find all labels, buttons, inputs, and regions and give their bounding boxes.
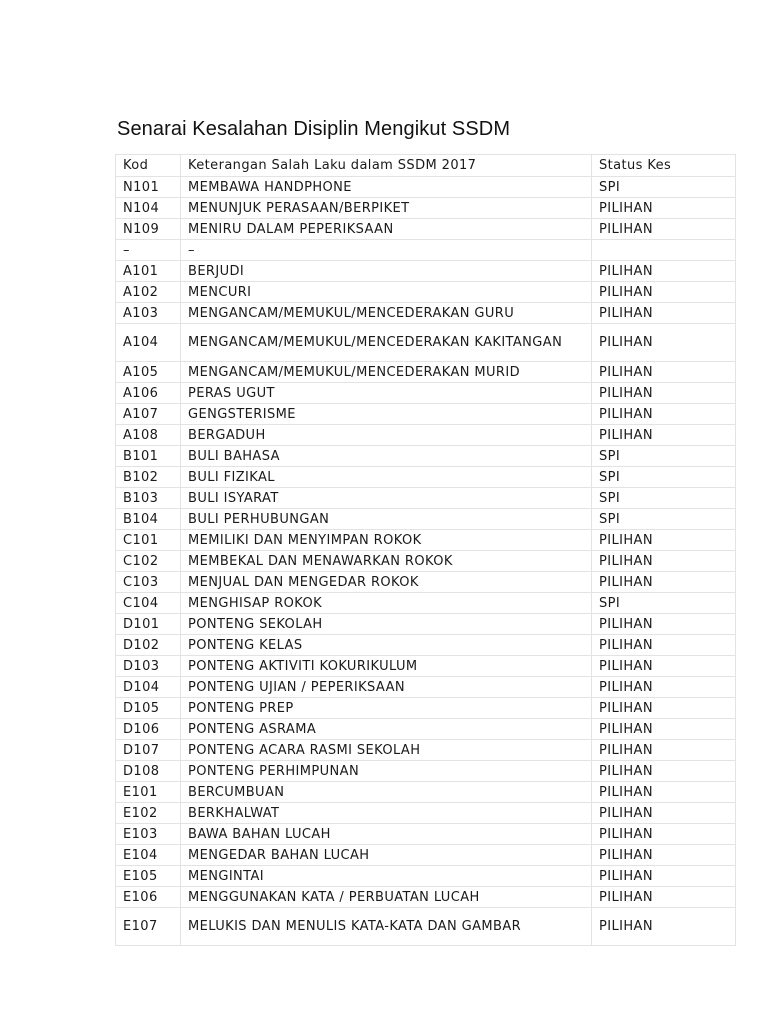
cell-status: PILIHAN (592, 908, 736, 946)
cell-kod: A102 (116, 282, 181, 303)
table-body (116, 177, 736, 946)
table-row (116, 614, 736, 635)
cell-keterangan: BAWA BAHAN LUCAH (181, 824, 592, 845)
table-row (116, 887, 736, 908)
cell-kod: D101 (116, 614, 181, 635)
cell-status: PILIHAN (592, 761, 736, 782)
cell-kod: A106 (116, 383, 181, 404)
column-header-kod: Kod (116, 155, 181, 177)
cell-status: SPI (592, 446, 736, 467)
cell-kod: E106 (116, 887, 181, 908)
cell-status: PILIHAN (592, 324, 736, 362)
cell-status: SPI (592, 467, 736, 488)
cell-status: PILIHAN (592, 824, 736, 845)
cell-kod: A105 (116, 362, 181, 383)
table-row (116, 530, 736, 551)
cell-keterangan: MELUKIS DAN MENULIS KATA-KATA DAN GAMBAR (181, 908, 592, 946)
cell-status: PILIHAN (592, 614, 736, 635)
cell-status: SPI (592, 177, 736, 198)
cell-kod: A107 (116, 404, 181, 425)
cell-keterangan: MENCURI (181, 282, 592, 303)
cell-keterangan: MENGINTAI (181, 866, 592, 887)
table-row (116, 740, 736, 761)
table-row (116, 383, 736, 404)
cell-status: PILIHAN (592, 551, 736, 572)
cell-status: SPI (592, 593, 736, 614)
table-row (116, 404, 736, 425)
cell-keterangan: MENGANCAM/MEMUKUL/MENCEDERAKAN KAKITANGAN (181, 324, 592, 362)
cell-keterangan: MENGANCAM/MEMUKUL/MENCEDERAKAN GURU (181, 303, 592, 324)
cell-keterangan: BERGADUH (181, 425, 592, 446)
table-row (116, 845, 736, 866)
cell-status: PILIHAN (592, 261, 736, 282)
cell-keterangan: MENJUAL DAN MENGEDAR ROKOK (181, 572, 592, 593)
cell-kod: N101 (116, 177, 181, 198)
cell-status: PILIHAN (592, 677, 736, 698)
table-row (116, 261, 736, 282)
table-row (116, 303, 736, 324)
table-row (116, 698, 736, 719)
cell-kod: N104 (116, 198, 181, 219)
cell-keterangan: GENGSTERISME (181, 404, 592, 425)
cell-status: PILIHAN (592, 698, 736, 719)
cell-kod: N109 (116, 219, 181, 240)
cell-kod: B102 (116, 467, 181, 488)
table-row (116, 656, 736, 677)
table-row (116, 908, 736, 946)
table-row (116, 866, 736, 887)
cell-status: PILIHAN (592, 404, 736, 425)
cell-kod: A101 (116, 261, 181, 282)
table-row (116, 362, 736, 383)
cell-status: PILIHAN (592, 572, 736, 593)
cell-kod: B103 (116, 488, 181, 509)
cell-status: PILIHAN (592, 530, 736, 551)
cell-keterangan: PONTENG SEKOLAH (181, 614, 592, 635)
table-row (116, 635, 736, 656)
cell-status: PILIHAN (592, 866, 736, 887)
cell-status: PILIHAN (592, 656, 736, 677)
cell-keterangan: PONTENG KELAS (181, 635, 592, 656)
cell-kod: D103 (116, 656, 181, 677)
table-row (116, 782, 736, 803)
cell-keterangan: PONTENG ACARA RASMI SEKOLAH (181, 740, 592, 761)
table-row (116, 551, 736, 572)
cell-kod: D106 (116, 719, 181, 740)
cell-keterangan: MENGEDAR BAHAN LUCAH (181, 845, 592, 866)
table-row (116, 324, 736, 362)
cell-status: PILIHAN (592, 887, 736, 908)
cell-status: PILIHAN (592, 362, 736, 383)
table-row (116, 198, 736, 219)
cell-keterangan: BULI BAHASA (181, 446, 592, 467)
cell-status: SPI (592, 509, 736, 530)
cell-keterangan: – (181, 240, 592, 261)
table-row (116, 803, 736, 824)
cell-keterangan: BERJUDI (181, 261, 592, 282)
cell-kod: D102 (116, 635, 181, 656)
cell-status: PILIHAN (592, 303, 736, 324)
table-row (116, 677, 736, 698)
page-title: Senarai Kesalahan Disiplin Mengikut SSDM (117, 118, 511, 140)
cell-status: PILIHAN (592, 719, 736, 740)
cell-keterangan: MENGGUNAKAN KATA / PERBUATAN LUCAH (181, 887, 592, 908)
table-row (116, 593, 736, 614)
cell-keterangan: PERAS UGUT (181, 383, 592, 404)
cell-keterangan: MENUNJUK PERASAAN/BERPIKET (181, 198, 592, 219)
cell-kod: E105 (116, 866, 181, 887)
cell-status: PILIHAN (592, 635, 736, 656)
cell-kod: A104 (116, 324, 181, 362)
table-row (116, 425, 736, 446)
cell-kod: D104 (116, 677, 181, 698)
table-row (116, 177, 736, 198)
cell-keterangan: BERCUMBUAN (181, 782, 592, 803)
cell-status: PILIHAN (592, 282, 736, 303)
cell-kod: A103 (116, 303, 181, 324)
table-row (116, 219, 736, 240)
cell-keterangan: BULI ISYARAT (181, 488, 592, 509)
cell-kod: D108 (116, 761, 181, 782)
cell-status: PILIHAN (592, 803, 736, 824)
cell-keterangan: PONTENG AKTIVITI KOKURIKULUM (181, 656, 592, 677)
cell-keterangan: BULI FIZIKAL (181, 467, 592, 488)
cell-keterangan: PONTENG UJIAN / PEPERIKSAAN (181, 677, 592, 698)
cell-keterangan: MENGANCAM/MEMUKUL/MENCEDERAKAN MURID (181, 362, 592, 383)
cell-status (592, 240, 736, 261)
cell-kod: C103 (116, 572, 181, 593)
cell-keterangan: PONTENG PREP (181, 698, 592, 719)
disciplinary-offences-table (115, 154, 736, 946)
cell-kod: C104 (116, 593, 181, 614)
table-row (116, 509, 736, 530)
cell-kod: B101 (116, 446, 181, 467)
cell-status: PILIHAN (592, 740, 736, 761)
cell-kod: D107 (116, 740, 181, 761)
cell-kod: E101 (116, 782, 181, 803)
table-row (116, 719, 736, 740)
cell-kod: B104 (116, 509, 181, 530)
cell-status: SPI (592, 488, 736, 509)
table-row (116, 572, 736, 593)
cell-kod: E104 (116, 845, 181, 866)
cell-keterangan: PONTENG PERHIMPUNAN (181, 761, 592, 782)
table-row (116, 761, 736, 782)
cell-keterangan: PONTENG ASRAMA (181, 719, 592, 740)
cell-keterangan: MENGHISAP ROKOK (181, 593, 592, 614)
cell-kod: C101 (116, 530, 181, 551)
cell-kod: E107 (116, 908, 181, 946)
cell-status: PILIHAN (592, 198, 736, 219)
cell-status: PILIHAN (592, 425, 736, 446)
cell-status: PILIHAN (592, 782, 736, 803)
cell-kod: E103 (116, 824, 181, 845)
table-row (116, 467, 736, 488)
column-header-keterangan: Keterangan Salah Laku dalam SSDM 2017 (181, 155, 592, 177)
cell-keterangan: MEMBAWA HANDPHONE (181, 177, 592, 198)
cell-status: PILIHAN (592, 383, 736, 404)
cell-kod: A108 (116, 425, 181, 446)
cell-keterangan: MEMILIKI DAN MENYIMPAN ROKOK (181, 530, 592, 551)
table-row (116, 240, 736, 261)
cell-keterangan: MEMBEKAL DAN MENAWARKAN ROKOK (181, 551, 592, 572)
cell-kod: – (116, 240, 181, 261)
cell-kod: C102 (116, 551, 181, 572)
table-row (116, 488, 736, 509)
table-row (116, 824, 736, 845)
cell-keterangan: MENIRU DALAM PEPERIKSAAN (181, 219, 592, 240)
table-row (116, 446, 736, 467)
cell-status: PILIHAN (592, 219, 736, 240)
cell-kod: E102 (116, 803, 181, 824)
cell-keterangan: BERKHALWAT (181, 803, 592, 824)
cell-status: PILIHAN (592, 845, 736, 866)
table-header-row (116, 155, 736, 177)
column-header-status: Status Kes (592, 155, 736, 177)
cell-keterangan: BULI PERHUBUNGAN (181, 509, 592, 530)
table-row (116, 282, 736, 303)
cell-kod: D105 (116, 698, 181, 719)
